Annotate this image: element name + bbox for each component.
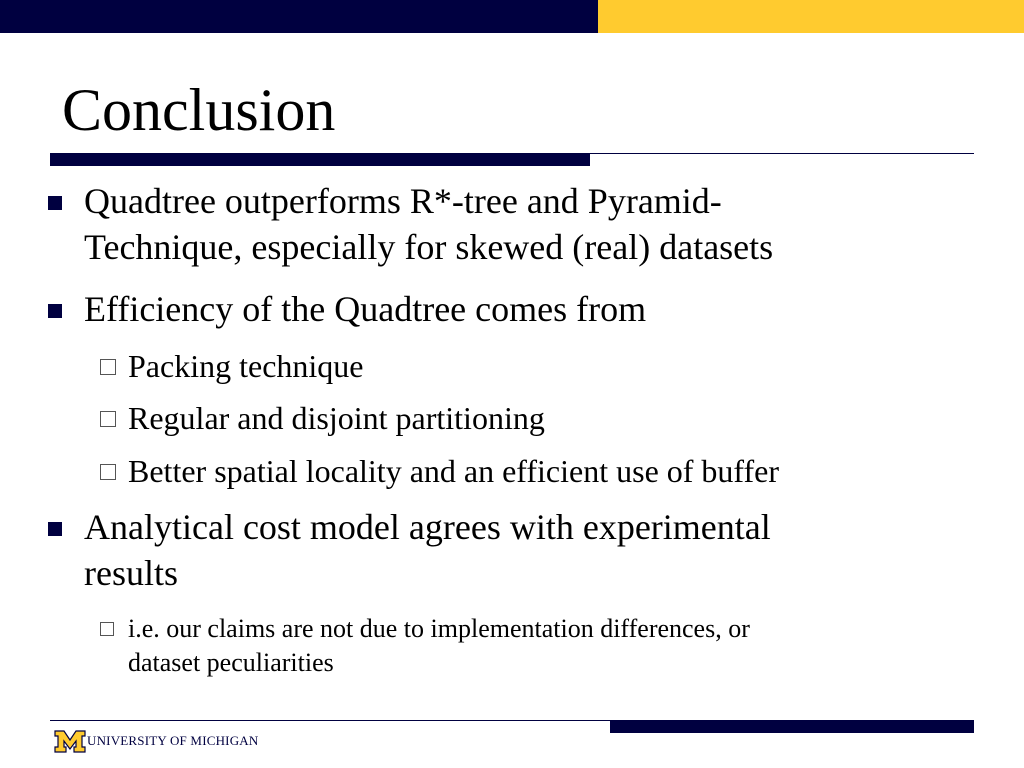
hollow-square-bullet-icon — [100, 411, 116, 427]
bullet-line: Efficiency of the Quadtree comes from — [84, 289, 647, 329]
block-m-logo-icon — [54, 728, 86, 754]
bullet-item — [48, 504, 968, 596]
sub-bullet-item — [100, 398, 960, 438]
title-underline-thick — [50, 153, 590, 166]
university-logo — [54, 728, 258, 754]
hollow-square-bullet-icon — [100, 464, 116, 480]
sub-bullet-item — [100, 451, 960, 491]
bullet-line: Quadtree outperforms R*-tree and Pyramid- — [84, 181, 722, 221]
bullet-line: Analytical cost model agrees with experimental — [84, 507, 771, 547]
sub-bullet-item — [100, 346, 960, 386]
bullet-line: Better spatial locality and an efficient use of buffer — [128, 453, 780, 489]
university-name: UNIVERSITY OF MICHIGAN — [87, 733, 259, 748]
bullet-line: results — [84, 553, 178, 593]
bullet-line: i.e. our claims are not due to implementation differences, or — [128, 614, 750, 643]
bullet-line: Regular and disjoint partitioning — [128, 400, 545, 436]
square-bullet-icon — [48, 522, 62, 536]
top-navy-bar — [0, 0, 598, 33]
bullet-line: dataset peculiarities — [128, 648, 334, 677]
sub-bullet-item — [100, 612, 960, 680]
bullet-line: Technique, especially for skewed (real) datasets — [84, 227, 774, 267]
hollow-square-bullet-icon — [100, 359, 116, 375]
footer-rule-thick — [610, 720, 974, 733]
top-maize-bar — [598, 0, 1024, 33]
slide-title: Conclusion — [62, 77, 336, 143]
hollow-square-bullet-icon — [100, 622, 114, 636]
bullet-item — [48, 286, 968, 332]
bullet-line: Packing technique — [128, 348, 364, 384]
square-bullet-icon — [48, 304, 62, 318]
square-bullet-icon — [48, 196, 62, 210]
bullet-item — [48, 178, 968, 270]
